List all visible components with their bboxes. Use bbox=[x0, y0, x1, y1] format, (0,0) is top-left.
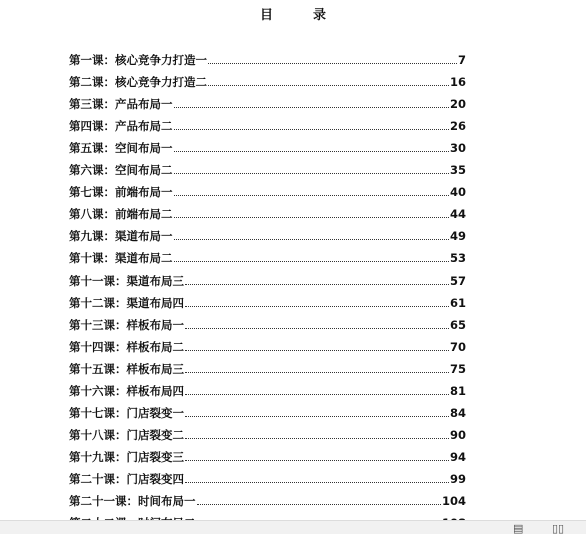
toc-page-number: 49 bbox=[449, 229, 466, 244]
toc-entry[interactable] bbox=[69, 310, 466, 332]
toc-lesson-number: 第十六课： bbox=[69, 383, 127, 398]
toc-topic: 样板布局一 bbox=[126, 317, 184, 332]
toc-topic: 渠道布局二 bbox=[115, 251, 173, 266]
page-view-icon[interactable]: ▤ bbox=[513, 522, 524, 535]
toc-lesson-number: 第十一课： bbox=[69, 273, 127, 288]
toc-page-number: 104 bbox=[441, 493, 466, 508]
toc-page-number: 53 bbox=[449, 251, 466, 266]
toc-entry[interactable] bbox=[69, 376, 466, 398]
toc-dot-leader bbox=[174, 173, 449, 174]
toc-topic: 时间布局一 bbox=[138, 493, 196, 508]
toc-dot-leader bbox=[185, 482, 449, 483]
toc-dot-leader bbox=[185, 460, 449, 461]
toc-page-number: 90 bbox=[449, 427, 466, 442]
toc-dot-leader bbox=[174, 129, 449, 130]
toc-topic: 空间布局一 bbox=[115, 141, 173, 156]
toc-page-number: 99 bbox=[449, 471, 466, 486]
toc-page-number: 57 bbox=[449, 273, 466, 288]
toc-dot-leader bbox=[174, 217, 449, 218]
two-page-view-icon[interactable]: ▯▯ bbox=[552, 522, 565, 535]
toc-page-number: 16 bbox=[449, 75, 466, 90]
toc-page-number: 44 bbox=[449, 207, 466, 222]
status-bar bbox=[0, 520, 586, 534]
toc-page-number: 40 bbox=[449, 185, 466, 200]
toc-page-number: 35 bbox=[449, 163, 466, 178]
toc-dot-leader bbox=[208, 63, 457, 64]
toc-entry[interactable] bbox=[69, 111, 466, 133]
toc-dot-leader bbox=[185, 416, 449, 417]
toc-dot-leader bbox=[185, 284, 449, 285]
toc-page-number: 81 bbox=[449, 383, 466, 398]
toc-lesson-number: 第十九课： bbox=[69, 449, 127, 464]
toc-topic: 空间布局二 bbox=[115, 163, 173, 178]
toc-topic: 样板布局三 bbox=[126, 361, 184, 376]
toc-topic: 门店裂变三 bbox=[126, 449, 184, 464]
toc-lesson-number: 第十课： bbox=[69, 251, 115, 266]
toc-entry[interactable] bbox=[69, 486, 466, 508]
toc-dot-leader bbox=[197, 504, 441, 505]
toc-heading-char-2: 录 bbox=[313, 8, 327, 23]
toc-entry[interactable] bbox=[69, 177, 466, 199]
toc-dot-leader bbox=[185, 350, 449, 351]
toc-topic: 前端布局一 bbox=[115, 185, 173, 200]
toc-dot-leader bbox=[208, 85, 449, 86]
toc-lesson-number: 第十三课： bbox=[69, 317, 127, 332]
toc-entry[interactable] bbox=[69, 288, 466, 310]
toc-entry[interactable] bbox=[69, 354, 466, 376]
toc-entry[interactable] bbox=[69, 243, 466, 265]
toc-dot-leader bbox=[185, 306, 449, 307]
toc-topic: 渠道布局一 bbox=[115, 229, 173, 244]
toc-heading-char-1: 目 bbox=[259, 8, 273, 23]
toc-lesson-number: 第十四课： bbox=[69, 339, 127, 354]
toc-lesson-number: 第七课： bbox=[69, 185, 115, 200]
toc-entry[interactable] bbox=[69, 442, 466, 464]
toc-lesson-number: 第十八课： bbox=[69, 427, 127, 442]
toc-lesson-number: 第六课： bbox=[69, 163, 115, 178]
toc-page-number: 7 bbox=[457, 53, 466, 68]
toc-lesson-number: 第一课： bbox=[69, 53, 115, 68]
toc-lesson-number: 第九课： bbox=[69, 229, 115, 244]
toc-topic: 核心竞争力打造二 bbox=[115, 75, 207, 90]
toc-page-number: 20 bbox=[449, 97, 466, 112]
toc-entry[interactable] bbox=[69, 45, 466, 67]
toc-topic: 产品布局一 bbox=[115, 97, 173, 112]
toc-lesson-number: 第十五课： bbox=[69, 361, 127, 376]
toc-lesson-number: 第三课： bbox=[69, 97, 115, 112]
toc-topic: 产品布局二 bbox=[115, 119, 173, 134]
toc-topic: 门店裂变四 bbox=[126, 471, 184, 486]
toc-lesson-number: 第二课： bbox=[69, 75, 115, 90]
toc-entry[interactable] bbox=[69, 464, 466, 486]
toc-dot-leader bbox=[185, 438, 449, 439]
toc-entry[interactable] bbox=[69, 332, 466, 354]
toc-lesson-number: 第十二课： bbox=[69, 295, 127, 310]
toc-topic: 门店裂变二 bbox=[126, 427, 184, 442]
toc-dot-leader bbox=[174, 195, 449, 196]
toc-lesson-number: 第二十课： bbox=[69, 471, 127, 486]
toc-lesson-number: 第五课： bbox=[69, 141, 115, 156]
toc-page-number: 75 bbox=[449, 361, 466, 376]
toc-entry[interactable] bbox=[69, 221, 466, 243]
toc-lesson-number: 第二十一课： bbox=[69, 493, 138, 508]
toc-dot-leader bbox=[174, 151, 449, 152]
toc-page-number: 84 bbox=[449, 405, 466, 420]
toc-topic: 前端布局二 bbox=[115, 207, 173, 222]
toc-entry[interactable] bbox=[69, 420, 466, 442]
toc-entry[interactable] bbox=[69, 133, 466, 155]
toc-dot-leader bbox=[174, 107, 449, 108]
toc-entry[interactable] bbox=[69, 398, 466, 420]
toc-entry[interactable] bbox=[69, 67, 466, 89]
toc-lesson-number: 第四课： bbox=[69, 119, 115, 134]
toc-topic: 核心竞争力打造一 bbox=[115, 53, 207, 68]
toc-topic: 样板布局二 bbox=[126, 339, 184, 354]
toc-dot-leader bbox=[174, 261, 449, 262]
toc-entry[interactable] bbox=[69, 155, 466, 177]
toc-page-number: 70 bbox=[449, 339, 466, 354]
toc-heading bbox=[0, 4, 586, 23]
toc-page-number: 94 bbox=[449, 449, 466, 464]
toc-lesson-number: 第八课： bbox=[69, 207, 115, 222]
toc-dot-leader bbox=[185, 328, 449, 329]
toc-entry[interactable] bbox=[69, 265, 466, 287]
toc-page-number: 61 bbox=[449, 295, 466, 310]
toc-dot-leader bbox=[174, 239, 449, 240]
toc-page-number: 30 bbox=[449, 141, 466, 156]
toc-entry[interactable] bbox=[69, 199, 466, 221]
toc-page-number: 26 bbox=[449, 119, 466, 134]
toc-dot-leader bbox=[185, 372, 449, 373]
toc-page-number: 65 bbox=[449, 317, 466, 332]
toc-topic: 渠道布局三 bbox=[126, 273, 184, 288]
toc-list bbox=[69, 45, 466, 530]
toc-lesson-number: 第十七课： bbox=[69, 405, 127, 420]
toc-dot-leader bbox=[185, 394, 449, 395]
toc-entry[interactable] bbox=[69, 89, 466, 111]
toc-topic: 门店裂变一 bbox=[126, 405, 184, 420]
toc-topic: 渠道布局四 bbox=[126, 295, 184, 310]
toc-topic: 样板布局四 bbox=[126, 383, 184, 398]
